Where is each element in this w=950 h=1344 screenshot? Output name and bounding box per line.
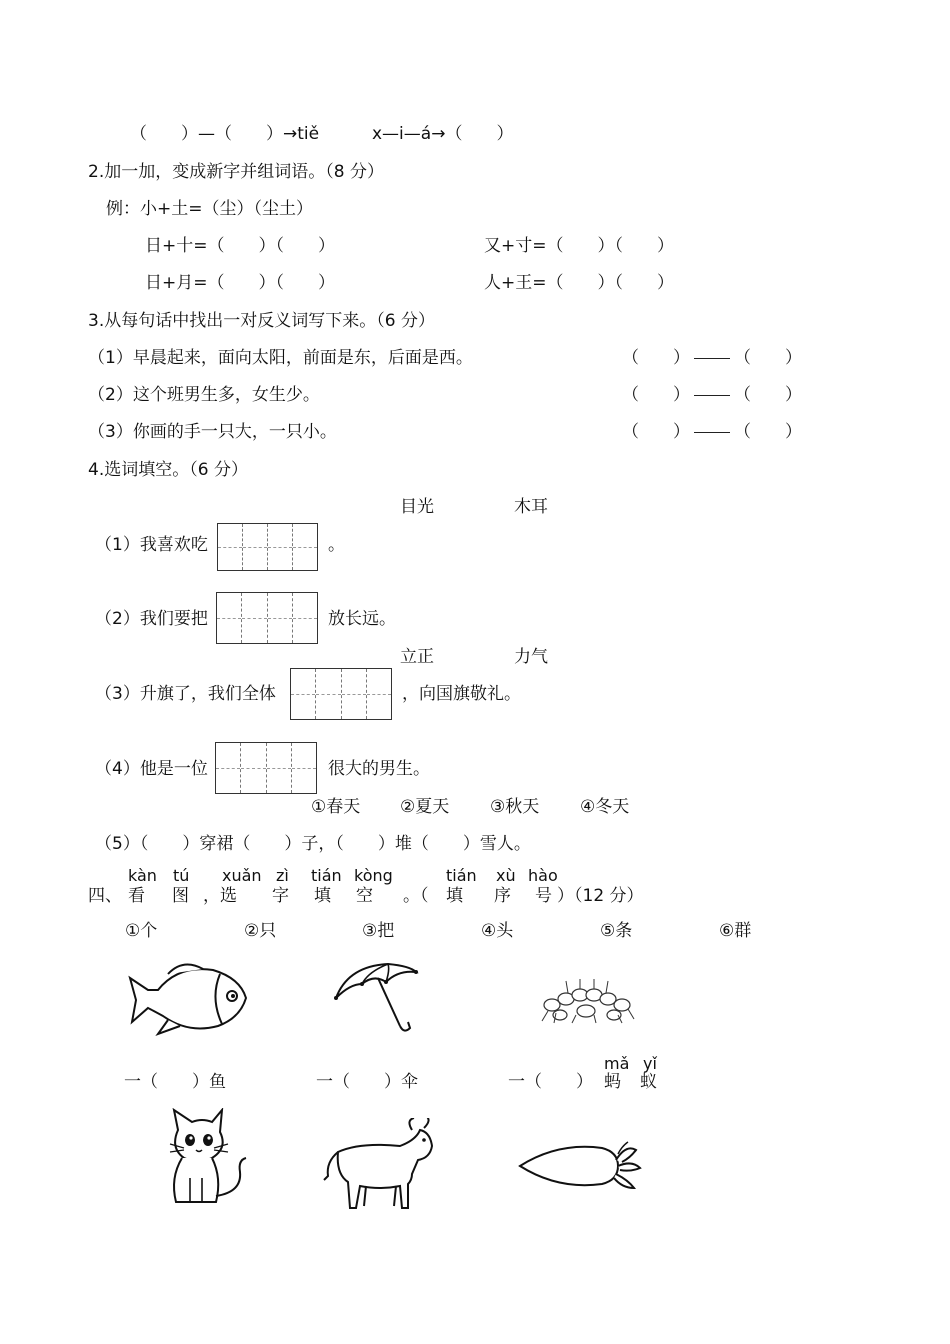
answer-blank-left[interactable]: （ ）: [622, 385, 690, 405]
ants-picture: [536, 975, 640, 1027]
cat-picture: [156, 1108, 250, 1208]
title-char: 填: [314, 886, 331, 906]
pinyin: kòng: [354, 866, 393, 885]
q3-title: 3.从每句话中找出一对反义词写下来。（6 分）: [88, 311, 435, 331]
pinyin: tú: [173, 866, 190, 885]
title-char: 填: [446, 886, 463, 906]
pinyin: yǐ: [643, 1054, 657, 1073]
title-char: 号: [535, 886, 552, 906]
writing-grid[interactable]: [215, 742, 317, 794]
word-option: 立正: [400, 647, 434, 667]
answer-blank-right[interactable]: （ ）: [734, 385, 802, 405]
pinyin: mǎ: [604, 1054, 630, 1073]
q2-item: 又+寸=（ ）（ ）: [484, 236, 674, 256]
measure-option: ③把: [362, 921, 395, 941]
q4-s5: （5）（ ）穿裙（ ）子，（ ）堆（ ）雪人。: [95, 834, 531, 854]
measure-option: ②只: [244, 921, 277, 941]
writing-grid[interactable]: [216, 592, 318, 644]
answer-blank-right[interactable]: （ ）: [734, 348, 802, 368]
q3-sentence: （2）这个班男生多，女生少。: [88, 385, 320, 405]
q4-title: 4.选词填空。（6 分）: [88, 460, 248, 480]
dash-line: [694, 432, 730, 433]
word-option: 木耳: [514, 497, 548, 517]
pinyin: kàn: [128, 866, 157, 885]
measure-option: ①个: [125, 921, 158, 941]
q4-s3-pre: （3）升旗了，我们全体: [95, 684, 276, 704]
title-char: 序: [494, 886, 511, 906]
answer-blank-left[interactable]: （ ）: [622, 422, 690, 442]
answer-blank-left[interactable]: （ ）: [622, 348, 690, 368]
season-option: ①春天: [311, 797, 361, 817]
section-four-title: 四、: [88, 886, 122, 906]
q4-s2-pre: （2）我们要把: [95, 609, 208, 629]
q4-s4-pre: （4）他是一位: [95, 759, 208, 779]
q3-sentence: （1）早晨起来，面向太阳，前面是东，后面是西。: [88, 348, 473, 368]
q3-sentence: （3）你画的手一只大，一只小。: [88, 422, 337, 442]
q4-s2-post: 放长远。: [328, 609, 396, 629]
pinyin: xù: [496, 866, 516, 885]
q2-title: 2.加一加，变成新字并组词语。（8 分）: [88, 162, 384, 182]
title-char: 。（: [403, 886, 429, 906]
pinyin: hào: [528, 866, 558, 885]
q2-item: 人+王=（ ）（ ）: [484, 273, 674, 293]
dash-line: [694, 358, 730, 359]
measure-option: ⑥群: [719, 921, 752, 941]
q4-s1-pre: （1）我喜欢吃: [95, 535, 208, 555]
q3-answer-row: [622, 348, 802, 368]
pinyin: xuǎn: [222, 866, 262, 885]
fish-picture: [128, 960, 250, 1038]
q4-s4-post: 很大的男生。: [328, 759, 430, 779]
top-line-part1: （ ）—（ ）→tiě: [130, 124, 320, 144]
fill-fish[interactable]: 一（ ）鱼: [124, 1072, 226, 1092]
ant-char: 蚁: [640, 1072, 657, 1092]
title-char: ，选: [203, 886, 237, 906]
answer-blank-right[interactable]: （ ）: [734, 422, 802, 442]
ant-char: 蚂: [604, 1072, 621, 1092]
writing-grid[interactable]: [290, 668, 392, 720]
umbrella-picture: [328, 960, 420, 1036]
q4-s1-post: 。: [328, 535, 345, 555]
measure-option: ④头: [481, 921, 514, 941]
top-line-part2: x—i—á→（ ）: [372, 124, 514, 144]
word-option: 力气: [514, 647, 548, 667]
pinyin: tián: [446, 866, 477, 885]
q3-answer-row: [622, 385, 802, 405]
title-char: 看: [128, 886, 145, 906]
measure-option: ⑤条: [600, 921, 633, 941]
pinyin: zì: [276, 866, 289, 885]
season-option: ④冬天: [580, 797, 630, 817]
title-char: ）（12 分）: [557, 886, 644, 906]
word-option: 目光: [400, 497, 434, 517]
title-char: 图: [172, 886, 189, 906]
q2-item: 日+十=（ ）（ ）: [145, 236, 335, 256]
q2-item: 日+月=（ ）（ ）: [145, 273, 335, 293]
title-char: 字: [272, 886, 289, 906]
season-option: ③秋天: [490, 797, 540, 817]
fill-umbrella[interactable]: 一（ ）伞: [316, 1072, 418, 1092]
title-char: 空: [356, 886, 373, 906]
q3-answer-row: [622, 422, 802, 442]
radish-picture: [518, 1138, 642, 1192]
writing-grid[interactable]: [217, 523, 318, 571]
dash-line: [694, 395, 730, 396]
q2-example: 例：小+土=（尘）（尘土）: [106, 199, 313, 219]
pinyin: tián: [311, 866, 342, 885]
cow-picture: [320, 1118, 438, 1212]
fill-ant[interactable]: 一（ ）: [508, 1072, 593, 1092]
q4-s3-post: ，向国旗敬礼。: [402, 684, 521, 704]
season-option: ②夏天: [400, 797, 450, 817]
